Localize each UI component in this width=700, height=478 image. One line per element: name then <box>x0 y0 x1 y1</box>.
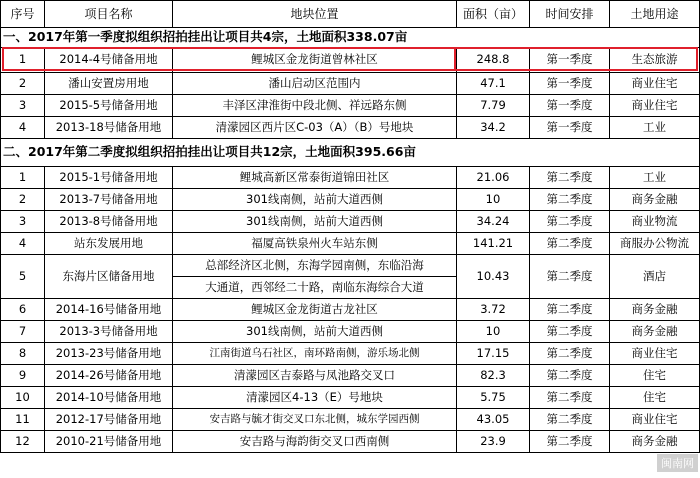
cell-area: 141.21 <box>457 233 530 255</box>
table-row <box>1 95 700 117</box>
cell-location: 安吉路与海韵街交叉口西南侧 <box>173 431 457 453</box>
cell-no: 12 <box>1 431 45 453</box>
cell-name: 站东发展用地 <box>45 233 173 255</box>
table-row <box>1 409 700 431</box>
cell-time: 第二季度 <box>530 409 610 431</box>
col-header-use: 土地用途 <box>610 1 700 28</box>
cell-time: 第二季度 <box>530 167 610 189</box>
col-header-name: 项目名称 <box>45 1 173 28</box>
cell-name: 2014-10号储备用地 <box>45 387 173 409</box>
cell-area: 34.24 <box>457 211 530 233</box>
cell-time: 第二季度 <box>530 431 610 453</box>
cell-name: 2013-23号储备用地 <box>45 343 173 365</box>
cell-area: 10.43 <box>457 255 530 299</box>
cell-location: 301线南侧，站前大道西侧 <box>173 321 457 343</box>
cell-area: 10 <box>457 321 530 343</box>
cell-location: 清濛园区4-13（E）号地块 <box>173 387 457 409</box>
cell-name: 潘山安置房用地 <box>45 73 173 95</box>
table-row <box>1 211 700 233</box>
table-row <box>1 117 700 139</box>
cell-time: 第一季度 <box>530 48 610 73</box>
cell-area: 34.2 <box>457 117 530 139</box>
cell-use: 商务金融 <box>610 431 700 453</box>
cell-no: 3 <box>1 211 45 233</box>
cell-no: 8 <box>1 343 45 365</box>
cell-time: 第二季度 <box>530 189 610 211</box>
cell-area: 43.05 <box>457 409 530 431</box>
cell-name: 2014-4号储备用地 <box>45 48 173 73</box>
table-row <box>1 343 700 365</box>
cell-no: 9 <box>1 365 45 387</box>
table-row <box>1 299 700 321</box>
cell-no: 11 <box>1 409 45 431</box>
cell-use: 商服办公物流 <box>610 233 700 255</box>
cell-location-line2: 大通道，西邻经二十路，南临东海综合大道 <box>173 277 457 299</box>
table-row <box>1 431 700 453</box>
cell-use: 商务金融 <box>610 299 700 321</box>
cell-location: 安吉路与毓才街交叉口东北侧，城东学园西侧 <box>173 409 457 431</box>
cell-name: 东海片区储备用地 <box>45 255 173 299</box>
table-row <box>1 48 700 73</box>
cell-no: 2 <box>1 73 45 95</box>
cell-name: 2014-16号储备用地 <box>45 299 173 321</box>
cell-area: 7.79 <box>457 95 530 117</box>
table-row <box>1 255 700 277</box>
cell-no: 3 <box>1 95 45 117</box>
cell-location: 清濛园区西片区C-03（A）（B）号地块 <box>173 117 457 139</box>
section-title-q2-row <box>1 139 700 167</box>
cell-use: 商业住宅 <box>610 409 700 431</box>
table-row <box>1 73 700 95</box>
cell-no: 7 <box>1 321 45 343</box>
cell-area: 21.06 <box>457 167 530 189</box>
cell-time: 第二季度 <box>530 255 610 299</box>
cell-time: 第二季度 <box>530 365 610 387</box>
cell-use: 住宅 <box>610 387 700 409</box>
cell-location: 鲤城区金龙街道古龙社区 <box>173 299 457 321</box>
cell-location: 鲤城区金龙街道曾林社区 <box>173 48 457 73</box>
cell-area: 10 <box>457 189 530 211</box>
cell-location: 潘山启动区范围内 <box>173 73 457 95</box>
cell-name: 2013-18号储备用地 <box>45 117 173 139</box>
cell-time: 第一季度 <box>530 95 610 117</box>
cell-location: 清濛园区吉泰路与凤池路交叉口 <box>173 365 457 387</box>
cell-location: 鲤城高新区常泰街道锦田社区 <box>173 167 457 189</box>
table-row <box>1 233 700 255</box>
cell-no: 4 <box>1 117 45 139</box>
cell-use: 商业住宅 <box>610 95 700 117</box>
cell-name: 2015-1号储备用地 <box>45 167 173 189</box>
cell-use: 工业 <box>610 167 700 189</box>
col-header-area: 面积（亩） <box>457 1 530 28</box>
cell-name: 2013-3号储备用地 <box>45 321 173 343</box>
cell-no: 2 <box>1 189 45 211</box>
cell-time: 第二季度 <box>530 299 610 321</box>
cell-time: 第一季度 <box>530 73 610 95</box>
table-row <box>1 387 700 409</box>
cell-use: 商业住宅 <box>610 73 700 95</box>
table-row <box>1 167 700 189</box>
cell-name: 2014-26号储备用地 <box>45 365 173 387</box>
section-title-q2: 二、2017年第二季度拟组织招拍挂出让项目共12宗，土地面积395.66亩 <box>1 139 700 167</box>
cell-location: 301线南侧，站前大道西侧 <box>173 189 457 211</box>
cell-use: 商务金融 <box>610 189 700 211</box>
cell-location: 301线南侧，站前大道西侧 <box>173 211 457 233</box>
cell-no: 1 <box>1 48 45 73</box>
cell-use: 商务金融 <box>610 321 700 343</box>
cell-time: 第二季度 <box>530 211 610 233</box>
section-title-q1-row <box>1 28 700 48</box>
cell-use: 工业 <box>610 117 700 139</box>
header-row <box>1 1 700 28</box>
cell-use: 酒店 <box>610 255 700 299</box>
cell-name: 2012-17号储备用地 <box>45 409 173 431</box>
table-row <box>1 189 700 211</box>
col-header-time: 时间安排 <box>530 1 610 28</box>
cell-area: 17.15 <box>457 343 530 365</box>
cell-use: 商业住宅 <box>610 343 700 365</box>
cell-no: 6 <box>1 299 45 321</box>
cell-location-line1: 总部经济区北侧，东海学园南侧，东临沿海 <box>173 255 457 277</box>
cell-use: 商业物流 <box>610 211 700 233</box>
cell-name: 2013-7号储备用地 <box>45 189 173 211</box>
cell-area: 3.72 <box>457 299 530 321</box>
cell-no: 10 <box>1 387 45 409</box>
cell-area: 23.9 <box>457 431 530 453</box>
cell-no: 1 <box>1 167 45 189</box>
cell-time: 第一季度 <box>530 117 610 139</box>
col-header-location: 地块位置 <box>173 1 457 28</box>
cell-area: 47.1 <box>457 73 530 95</box>
cell-use: 住宅 <box>610 365 700 387</box>
table-row <box>1 321 700 343</box>
cell-use: 生态旅游 <box>610 48 700 73</box>
cell-no: 5 <box>1 255 45 299</box>
cell-time: 第二季度 <box>530 233 610 255</box>
cell-time: 第二季度 <box>530 387 610 409</box>
col-header-no: 序号 <box>1 1 45 28</box>
table-row <box>1 365 700 387</box>
cell-location: 福厦高铁泉州火车站东侧 <box>173 233 457 255</box>
cell-time: 第二季度 <box>530 321 610 343</box>
watermark: 闽南网 <box>657 454 698 472</box>
cell-location: 丰泽区津淮街中段北侧、祥远路东侧 <box>173 95 457 117</box>
cell-no: 4 <box>1 233 45 255</box>
section-title-q1: 一、2017年第一季度拟组织招拍挂出让项目共4宗，土地面积338.07亩 <box>1 28 700 48</box>
cell-name: 2013-8号储备用地 <box>45 211 173 233</box>
cell-name: 2010-21号储备用地 <box>45 431 173 453</box>
cell-area: 82.3 <box>457 365 530 387</box>
cell-name: 2015-5号储备用地 <box>45 95 173 117</box>
cell-time: 第二季度 <box>530 343 610 365</box>
cell-location: 江南街道乌石社区，南环路南侧，游乐场北侧 <box>173 343 457 365</box>
cell-area: 248.8 <box>457 48 530 73</box>
cell-area: 5.75 <box>457 387 530 409</box>
